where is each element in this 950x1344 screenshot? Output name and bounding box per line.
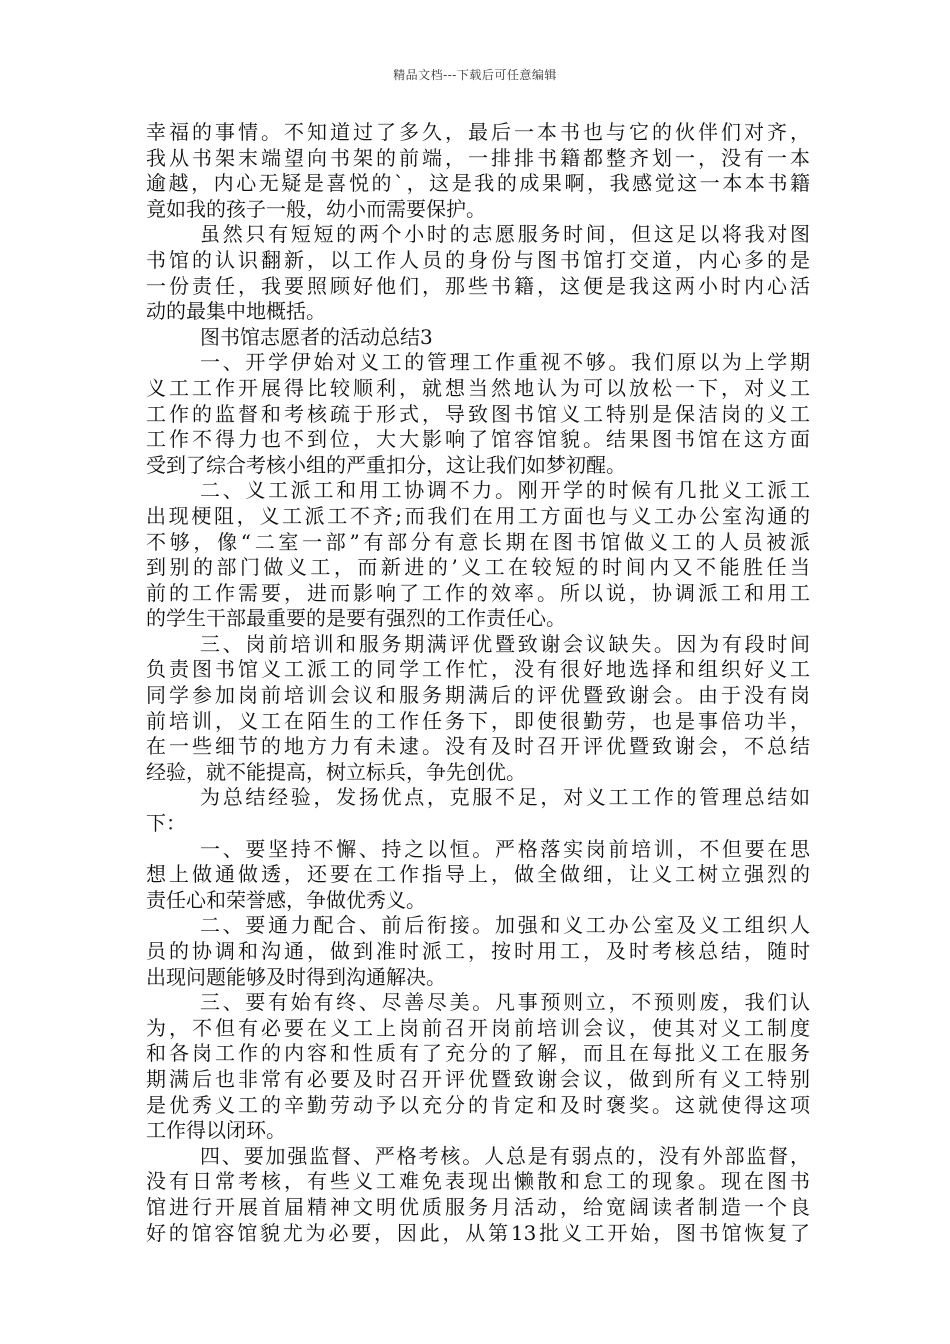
text-line: 出现梗阻，义工派工不齐;而我们在用工方面也与义工办公室沟通的	[146, 503, 810, 528]
text-line: 前的工作需要，进而影响了工作的效率。所以说，协调派工和用工	[146, 580, 810, 605]
paragraph	[146, 990, 810, 1144]
document-body	[146, 120, 810, 1246]
text-line: 是优秀义工的辛勤劳动予以充分的肯定和及时褒奖。这就使得这项	[146, 1092, 810, 1117]
text-line: 二、要通力配合、前后衔接。加强和义工办公室及义工组织人	[200, 913, 810, 938]
text-line: 我从书架末端望向书架的前端，一排排书籍都整齐划一，没有一本	[146, 145, 810, 170]
paragraph	[146, 350, 810, 478]
text-line: 为，不但有必要在义工上岗前召开岗前培训会议，使其对义工制度	[146, 1015, 810, 1040]
text-line: 在一些细节的地方力有未逮。没有及时召开评优暨致谢会，不总结	[146, 734, 810, 759]
text-line: 逾越，内心无疑是喜悦的`，这是我的成果啊，我感觉这一本本书籍	[146, 171, 810, 196]
text-line: 图书馆志愿者的活动总结3	[200, 324, 433, 349]
text-line: 前培训，义工在陌生的工作任务下，即使很勤劳，也是事倍功半，	[146, 708, 810, 733]
text-line: 幸福的事情。不知道过了多久，最后一本书也与它的伙伴们对齐，	[146, 120, 810, 144]
text-line: 虽然只有短短的两个小时的志愿服务时间，但这足以将我对图	[200, 222, 810, 247]
text-line: 一、要坚持不懈、持之以恒。严格落实岗前培训，不但要在思	[200, 836, 810, 861]
text-line: 下：	[146, 811, 186, 836]
text-line: 工作不得力也不到位，大大影响了馆容馆貌。结果图书馆在这方面	[146, 427, 810, 452]
text-line: 员的协调和沟通，做到准时派工，按时用工，及时考核总结，随时	[146, 939, 810, 963]
text-line: 负责图书馆义工派工的同学工作忙，没有很好地选择和组织好义工	[146, 657, 810, 682]
paragraph	[146, 785, 810, 836]
text-line: 四、要加强监督、严格考核。人总是有弱点的，没有外部监督，	[200, 1143, 810, 1168]
text-line: 二、义工派工和用工协调不力。刚开学的时候有几批义工派工	[200, 478, 810, 503]
text-line: 一、开学伊始对义工的管理工作重视不够。我们原以为上学期	[200, 350, 810, 375]
text-line: 责任心和荣誉感，争做优秀义。	[146, 887, 426, 912]
text-line: 工作的监督和考核疏于形式，导致图书馆义工特别是保洁岗的义工	[146, 401, 810, 426]
paragraph	[146, 478, 810, 632]
text-line: 竟如我的孩子一般，幼小而需要保护。	[146, 196, 486, 221]
page-header: 精品文档---下载后可任意编辑	[393, 68, 557, 82]
text-line: 义工工作开展得比较顺利，就想当然地认为可以放松一下，对义工	[146, 375, 810, 400]
text-line: 经验，就不能提高，树立标兵，争先创优。	[146, 759, 526, 784]
text-line: 书馆的认识翻新，以工作人员的身份与图书馆打交道，内心多的是	[146, 247, 810, 272]
text-line: 动的最集中地概括。	[146, 299, 326, 324]
paragraph	[146, 222, 810, 324]
text-line: 出现问题能够及时得到沟通解决。	[146, 964, 446, 989]
text-line: 不够，像“二室一部”有部分有意长期在图书馆做义工的人员被派	[146, 529, 810, 554]
text-line: 同学参加岗前培训会议和服务期满后的评优暨致谢会。由于没有岗	[146, 683, 810, 708]
paragraph	[146, 913, 810, 990]
text-line: 想上做通做透，还要在工作指导上，做全做细，让义工树立强烈的	[146, 862, 810, 887]
text-line: 好的馆容馆貌尤为必要，因此，从第13批义工开始，图书馆恢复了	[146, 1220, 810, 1245]
text-line: 没有日常考核，有些义工难免表现出懒散和怠工的现象。现在图书	[146, 1169, 810, 1194]
paragraph	[146, 1144, 810, 1246]
text-line: 的学生干部最重要的是要有强烈的工作责任心。	[146, 606, 566, 631]
text-line: 三、要有始有终、尽善尽美。凡事预则立，不预则废，我们认	[200, 990, 810, 1015]
paragraph	[146, 325, 810, 351]
paragraph	[146, 120, 810, 222]
text-line: 三、岗前培训和服务期满评优暨致谢会议缺失。因为有段时间	[200, 631, 810, 656]
text-line: 馆进行开展首届精神文明优质服务月活动，给宽阔读者制造一个良	[146, 1194, 810, 1219]
text-line: 到别的部门做义工，而新进的’义工在较短的时间内又不能胜任当	[146, 555, 810, 580]
text-line: 期满后也非常有必要及时召开评优暨致谢会议，做到所有义工特别	[146, 1066, 810, 1091]
paragraph	[146, 837, 810, 914]
text-line: 工作得以闭环。	[146, 1118, 286, 1143]
text-line: 和各岗工作的内容和性质有了充分的了解，而且在每批义工在服务	[146, 1041, 810, 1066]
text-line: 为总结经验，发扬优点，克服不足，对义工工作的管理总结如	[200, 785, 810, 810]
text-line: 受到了综合考核小组的严重扣分，这让我们如梦初醒。	[146, 452, 626, 477]
text-line: 一份责任，我要照顾好他们，那些书籍，这便是我这两小时内心活	[146, 273, 810, 298]
paragraph	[146, 632, 810, 786]
